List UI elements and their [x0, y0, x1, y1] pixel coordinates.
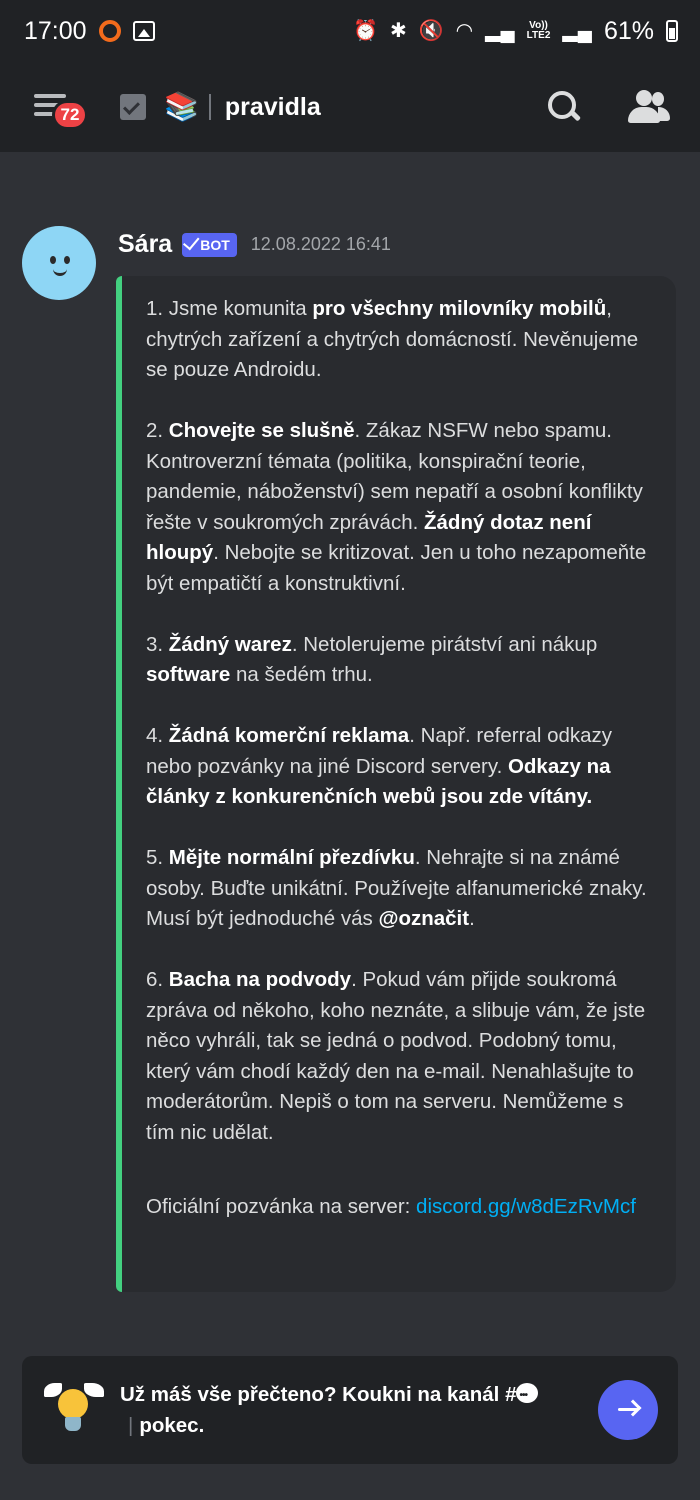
avatar[interactable] — [22, 226, 96, 300]
notification-badge: 72 — [52, 100, 88, 130]
battery-icon — [666, 20, 678, 42]
signal-2-icon: ▂▄ — [562, 20, 592, 42]
channel-name[interactable]: pravidla — [224, 92, 321, 121]
rule-1: 1. Jsme komunita pro všechny milovníky mobilů, chytrých zařízení a chytrých domácností. Nevěnujeme se pouze Androidu. — [146, 297, 639, 381]
record-icon — [99, 20, 121, 42]
gallery-icon — [133, 21, 155, 41]
signal-icon: ▂▄ — [485, 20, 515, 42]
tip-text: Už máš vše přečteno? Koukni na kanál #••• | pokec. — [120, 1379, 598, 1441]
bot-badge: BOT — [182, 233, 237, 257]
volte-label: Vo)) LTE2 — [526, 20, 551, 41]
battery-percent: 61% — [603, 16, 654, 45]
message-header — [118, 230, 391, 259]
rules-channel-icon — [120, 94, 146, 120]
rule-4: 4. Žádná komerční reklama. Např. referral odkazy nebo pozvánky na jiné Discord servery. Odkazy na články z konkurenčních webů jsou zde vítány. — [146, 724, 613, 808]
header-divider — [209, 94, 211, 120]
mute-icon: 🔇 — [418, 20, 444, 42]
status-bar — [0, 0, 700, 62]
chat-bubble-icon — [516, 1383, 538, 1403]
rule-5: 5. Mějte normální přezdívku. Nehrajte si na známé osoby. Buďte unikátní. Používejte alfanumerické znaky. Musí být jednoduché vás @označit. — [146, 846, 647, 930]
winged-lightbulb-icon — [44, 1377, 110, 1443]
alarm-icon: ⏰ — [353, 20, 378, 42]
rules-embed — [116, 276, 676, 1292]
search-icon[interactable] — [544, 87, 584, 127]
bluetooth-icon: ✱ — [389, 20, 407, 42]
message-timestamp: 12.08.2022 16:41 — [250, 234, 391, 254]
wifi-icon: ◠ — [455, 20, 474, 42]
invite-line: Oficiální pozvánka na server: discord.gg/w8dEzRvMcf — [146, 1195, 636, 1218]
status-time: 17:00 — [24, 16, 87, 45]
channel-header — [0, 62, 700, 152]
author-name[interactable]: Sára — [118, 230, 173, 258]
tip-bar — [22, 1356, 678, 1464]
members-icon[interactable] — [626, 87, 670, 127]
verified-check-icon — [183, 233, 200, 250]
rule-6: 6. Bacha na podvody. Pokud vám přijde soukromá zpráva od někoho, koho neznáte, a slibuje vám, že jste něco vyhráli, tak se jedná o podvod. Podobný tomu, který vám chodí každý den na e-mail. Nenahlašujte to moderátorům. Nepiš o tom na serveru. Nemůžeme s tím nic udělat. — [146, 968, 646, 1144]
menu-button[interactable] — [30, 82, 90, 132]
hamburger-icon — [34, 94, 66, 98]
send-button[interactable] — [598, 1380, 658, 1440]
tip-channel-link[interactable]: pokec. — [139, 1414, 205, 1437]
rule-2: 2. Chovejte se slušně. Zákaz NSFW nebo spamu. Kontroverzní témata (politika, konspirační teorie, pandemie, náboženství) sem nepatří a osobní konflikty řešte v soukromých zprávách. Žádný dotaz není hloupý. Nebojte se kritizovat. Jen u toho nezapomeňte být empatičtí a konstruktivní. — [146, 419, 647, 595]
rule-3: 3. Žádný warez. Netolerujeme pirátství ani nákup software na šedém trhu. — [146, 632, 598, 686]
books-emoji-icon: 📚 — [164, 91, 199, 122]
invite-link[interactable]: discord.gg/w8dEzRvMcf — [416, 1195, 636, 1218]
